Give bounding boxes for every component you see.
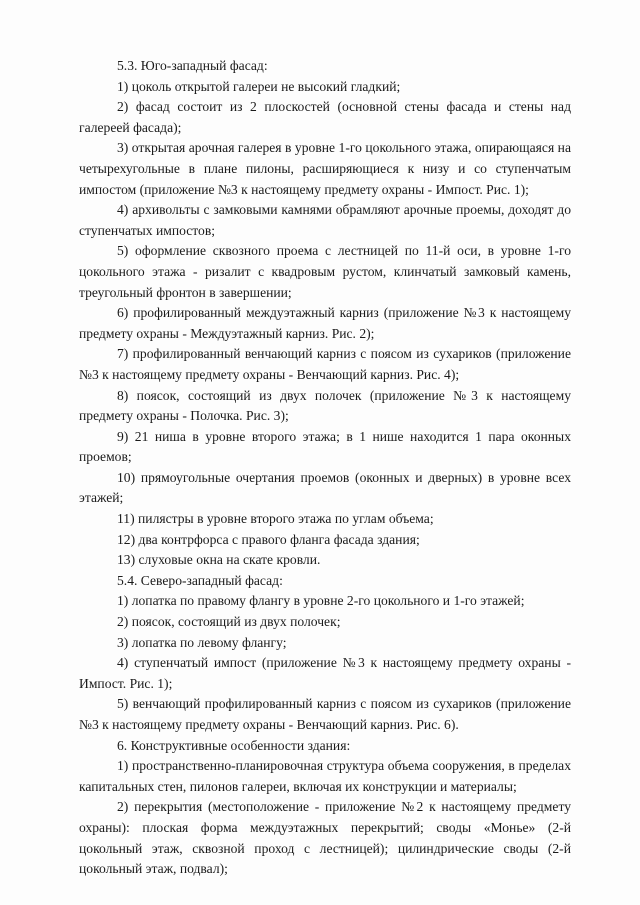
list-item: 10) прямоугольные очертания проемов (оконных и дверных) в уровне всех этажей; bbox=[79, 469, 571, 506]
list-item: 5) венчающий профилированный карниз с поясом из сухариков (приложение №3 к настоящему предмету охраны - Венчающий карниз. Рис. 6). bbox=[79, 696, 571, 732]
list-item: 3) лопатка по левому флангу; bbox=[117, 634, 287, 650]
list-item: 6) профилированный междуэтажный карниз (приложение №3 к настоящему предмету охраны - Междуэтажный карниз. Рис. 2); bbox=[79, 305, 571, 341]
list-item: 12) два контрфорса с правого фланга фасада здания; bbox=[117, 531, 420, 547]
list-item: 11) пилястры в уровне второго этажа по углам объема; bbox=[117, 511, 434, 527]
list-item: 7) профилированный венчающий карниз с поясом из сухариков (приложение №3 к настоящему предмету охраны - Венчающий карниз. Рис. 4); bbox=[79, 346, 571, 382]
list-item: 4) ступенчатый импост (приложение №3 к настоящему предмету охраны - Импост. Рис. 1); bbox=[79, 655, 571, 691]
list-item: 4) архивольты с замковыми камнями обрамляют арочные проемы, доходят до ступенчатых импостов; bbox=[79, 202, 571, 238]
list-item: 3) открытая арочная галерея в уровне 1-го цокольного этажа, опирающаяся на четырехугольные в плане пилоны, расширяющиеся к низу и со ступенчатым импостом (приложение №3 к настоящему предмету охраны - Импост. Рис. 1); bbox=[79, 140, 571, 197]
list-item: 2) перекрытия (местоположение - приложение №2 к настоящему предмету охраны): плоская форма междуэтажных перекрытий; своды «Монье» (2-й цокольный этаж, сквозной проход с лестницей); цилиндрические своды (2-й цокольный этаж, подвал); bbox=[79, 799, 571, 877]
list-item: 8) поясок, состоящий из двух полочек (приложение №3 к настоящему предмету охраны - Полочка. Рис. 3); bbox=[79, 387, 571, 424]
list-item: 1) цоколь открытой галереи не высокий гладкий; bbox=[117, 78, 401, 94]
section-heading: 6. Конструктивные особенности здания: bbox=[117, 737, 351, 753]
list-item: 13) слуховые окна на скате кровли. bbox=[117, 552, 321, 568]
list-item: 1) пространственно-планировочная структура объема сооружения, в пределах капитальных стен, пилонов галереи, включая их конструкции и материалы; bbox=[79, 758, 571, 794]
list-item: 9) 21 ниша в уровне второго этажа; в 1 нише находится 1 пара оконных проемов; bbox=[79, 428, 571, 465]
list-item: 2) фасад состоит из 2 плоскостей (основной стены фасада и стены над галереей фасада); bbox=[79, 99, 571, 135]
list-item: 2) поясок, состоящий из двух полочек; bbox=[117, 614, 341, 630]
section-heading: 5.4. Северо-западный фасад: bbox=[117, 572, 283, 588]
document-body bbox=[79, 56, 571, 880]
list-item: 5) оформление сквозного проема с лестницей по 11-й оси, в уровне 1-го цокольного этажа - ризалит с квадровым рустом, клинчатый замковый камень, треугольный фронтон в завершении; bbox=[79, 243, 571, 300]
list-item: 1) лопатка по правому флангу в уровне 2-го цокольного и 1-го этажей; bbox=[117, 593, 525, 609]
section-heading: 5.3. Юго-западный фасад: bbox=[117, 58, 268, 73]
